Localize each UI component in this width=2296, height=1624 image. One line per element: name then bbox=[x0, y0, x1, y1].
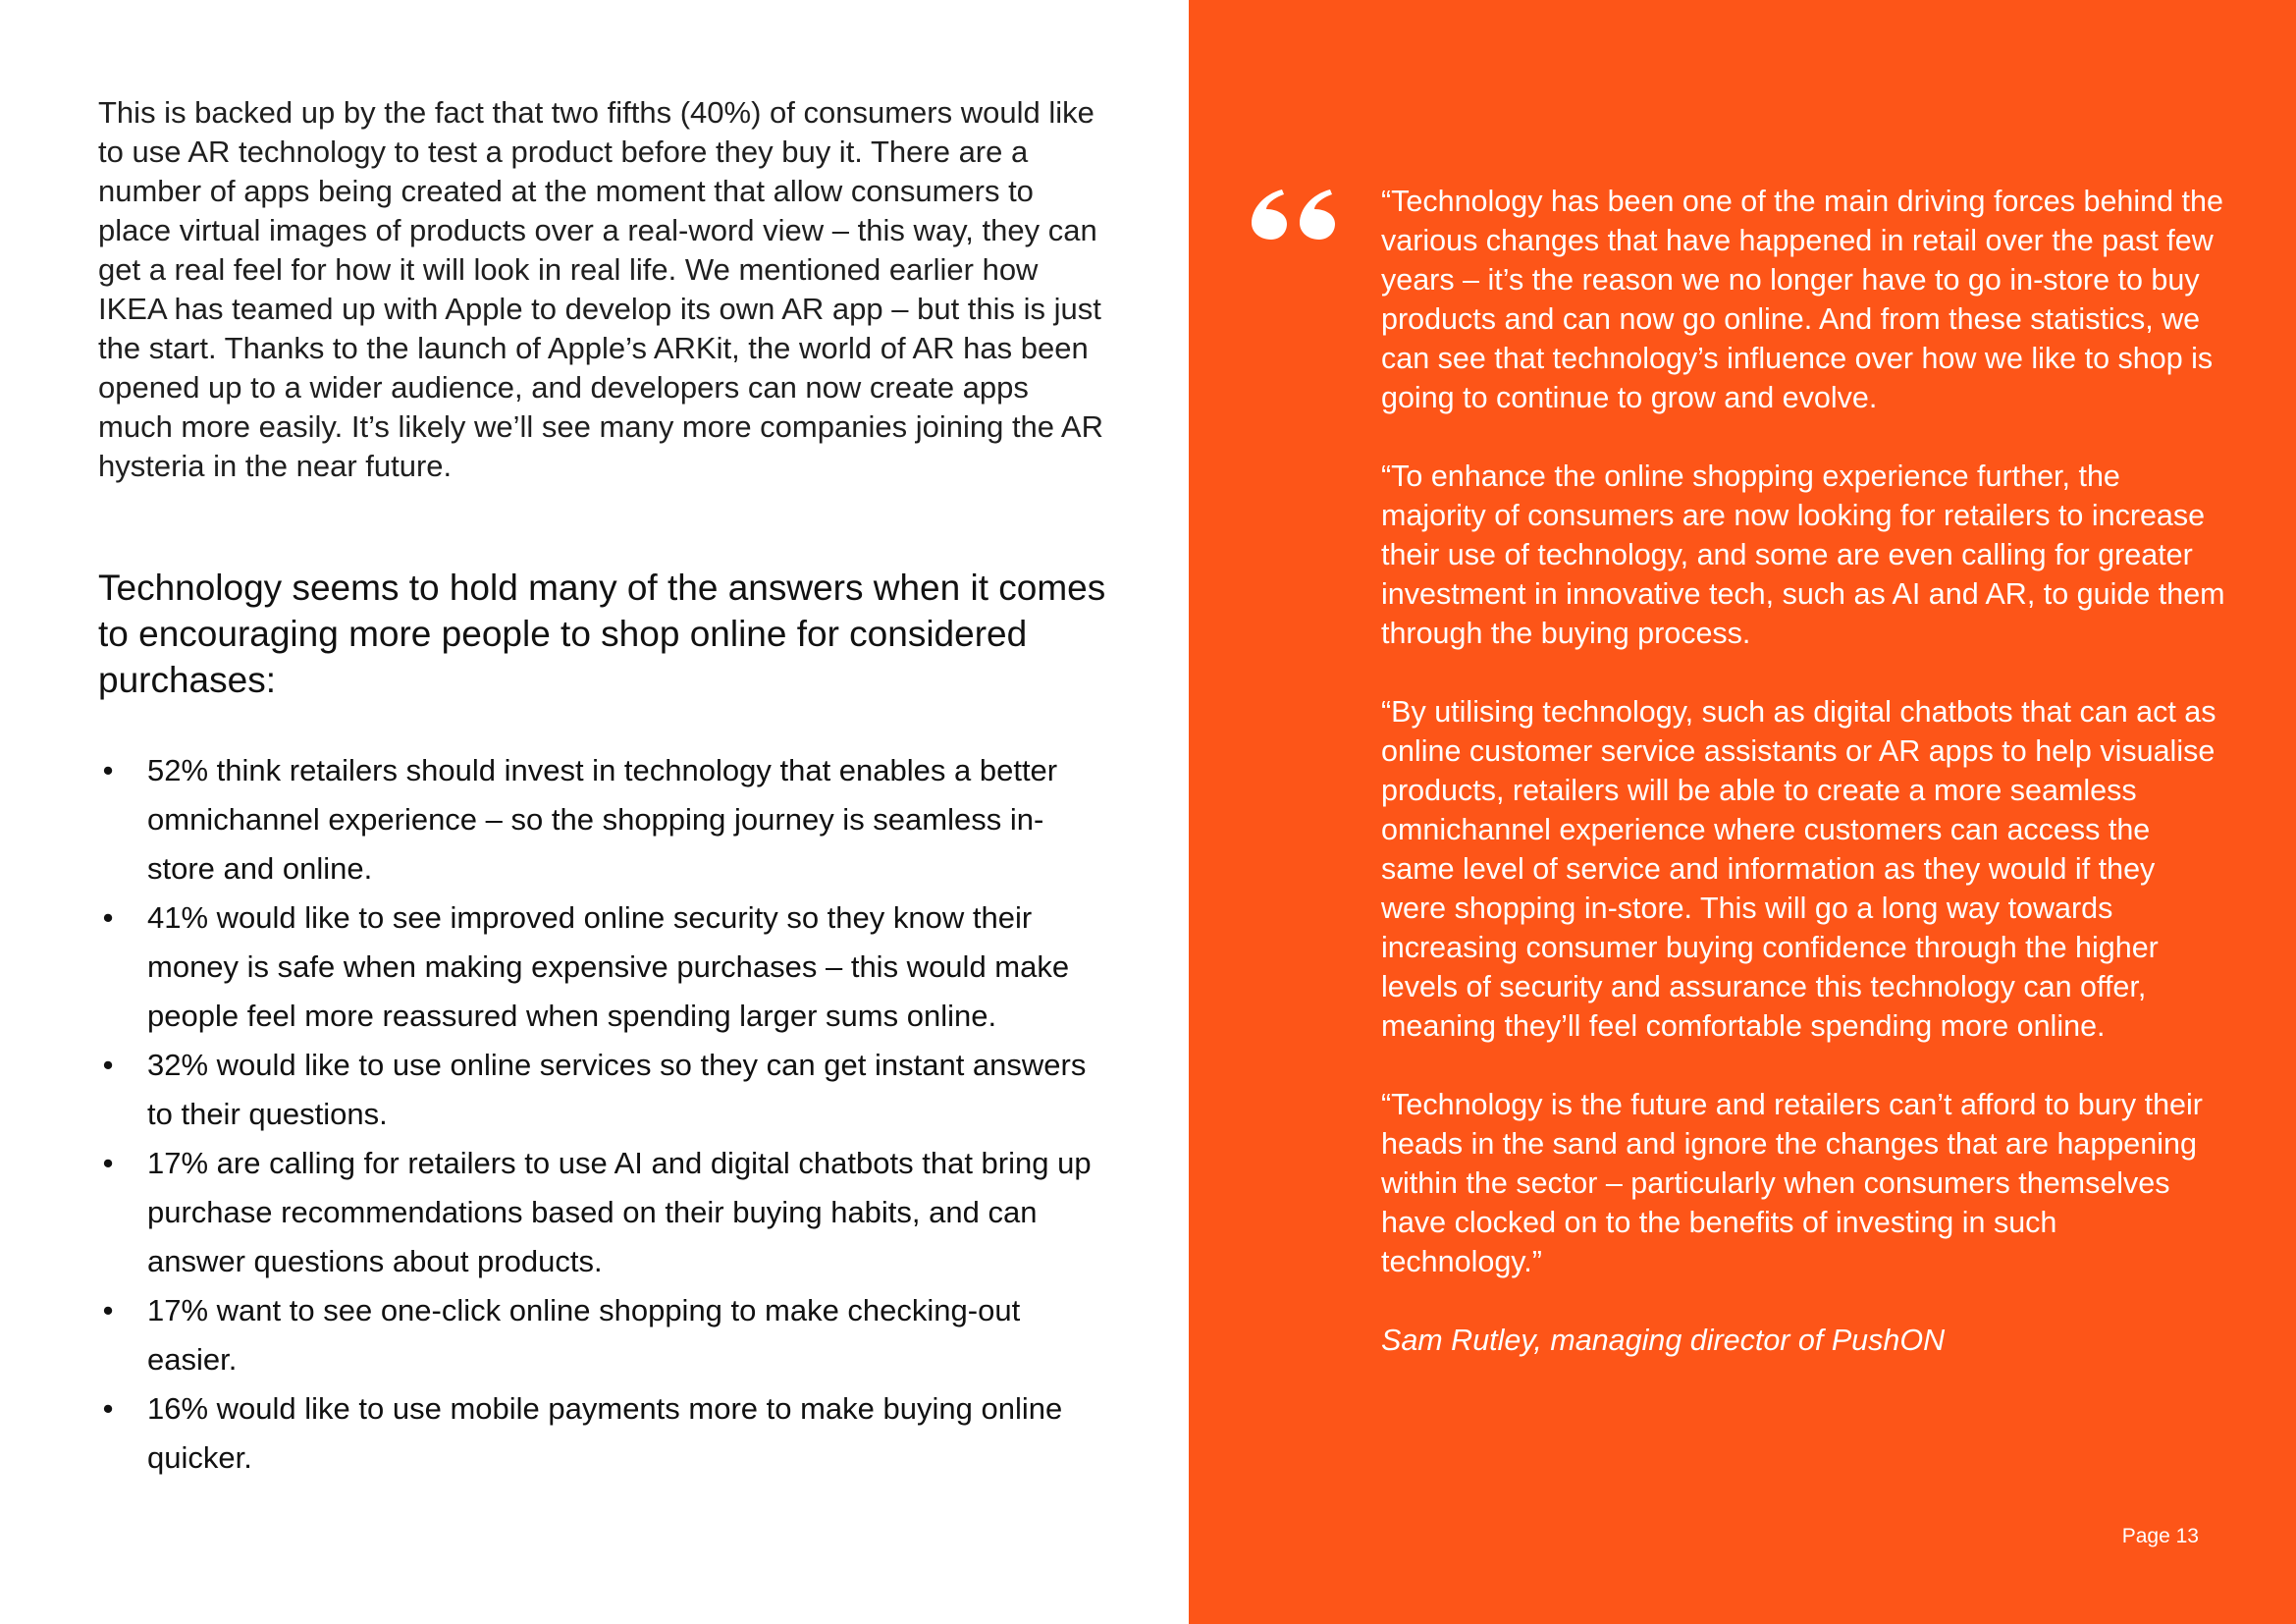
list-item bbox=[98, 1286, 1109, 1384]
list-item-text: 32% would like to use online services so they can get instant answers to their questions. bbox=[147, 1048, 1087, 1131]
list-item-text: 41% would like to see improved online security so they know their money is safe when making expensive purchases – this would make people feel more reassured when spending larger sums online. bbox=[147, 900, 1070, 1033]
list-item-text: 52% think retailers should invest in technology that enables a better omnichannel experience – so the shopping journey is seamless in-store and online. bbox=[147, 753, 1058, 886]
list-item-text: 16% would like to use mobile payments more to make buying online quicker. bbox=[147, 1391, 1063, 1475]
bullet-icon: • bbox=[102, 1048, 114, 1082]
list-item-text: 17% want to see one-click online shopping to make checking-out easier. bbox=[147, 1293, 1021, 1377]
list-item-text: 17% are calling for retailers to use AI and digital chatbots that bring up purchase recommendations based on their buying habits, and can answer questions about products. bbox=[147, 1146, 1092, 1278]
section-subheading: Technology seems to hold many of the answers when it comes to encouraging more people to shop online for considered purchases: bbox=[98, 568, 1106, 700]
list-item bbox=[98, 1041, 1109, 1139]
bullet-icon: • bbox=[102, 900, 114, 935]
quote-paragraph: “Technology is the future and retailers can’t afford to bury their heads in the sand and ignore the changes that are happening within the sector – particularly when consumers themselves have clocked on to the benefits of investing in such technology.” bbox=[1381, 1088, 2203, 1278]
statistics-list bbox=[98, 746, 1109, 1483]
quote-text bbox=[1381, 182, 2225, 1399]
open-quote-icon bbox=[1252, 189, 1340, 240]
page-number: Page 13 bbox=[2121, 1525, 2199, 1547]
quote-paragraph: “Technology has been one of the main driving forces behind the various changes that have happened in retail over the past few years – it’s the reason we no longer have to go in-store to buy products and can now go online. And from these statistics, we can see that technology’s influence over how we like to shop is going to continue to grow and evolve. bbox=[1381, 185, 2223, 414]
list-item bbox=[98, 893, 1109, 1041]
intro-paragraph: This is backed up by the fact that two fifths (40%) of consumers would like to use AR technology to test a product before they buy it. There are a number of apps being created at the moment that allow consumers to place virtual images of products over a real-word view – this way, they can get a real feel for how it will look in real life. We mentioned earlier how IKEA has teamed up with Apple to develop its own AR app – but this is just the start. Thanks to the launch of Apple’s ARKit, the world of AR has been opened up to a wider audience, and developers can now create apps much more easily. It’s likely we’ll see many more companies joining the AR hysteria in the near future. bbox=[98, 95, 1103, 483]
quote-attribution: Sam Rutley, managing director of PushON bbox=[1381, 1324, 1946, 1357]
bullet-icon: • bbox=[102, 1391, 114, 1426]
bullet-icon: • bbox=[102, 1293, 114, 1327]
quote-paragraph: “To enhance the online shopping experience further, the majority of consumers are now looking for retailers to increase their use of technology, and some are even calling for greater investment in innovative tech, such as AI and AR, to guide them through the buying process. bbox=[1381, 460, 2225, 650]
list-item bbox=[98, 1384, 1109, 1483]
bullet-icon: • bbox=[102, 753, 114, 787]
list-item bbox=[98, 746, 1109, 893]
bullet-icon: • bbox=[102, 1146, 114, 1180]
quote-paragraph: “By utilising technology, such as digital chatbots that can act as online customer service assistants or AR apps to help visualise products, retailers will be able to create a more seamless omnichannel experience where customers can access the same level of service and information as they would if they were shopping in-store. This will go a long way towards increasing consumer buying confidence through the higher levels of security and assurance this technology can offer, meaning they’ll feel comfortable spending more online. bbox=[1381, 695, 2216, 1043]
list-item bbox=[98, 1139, 1109, 1286]
